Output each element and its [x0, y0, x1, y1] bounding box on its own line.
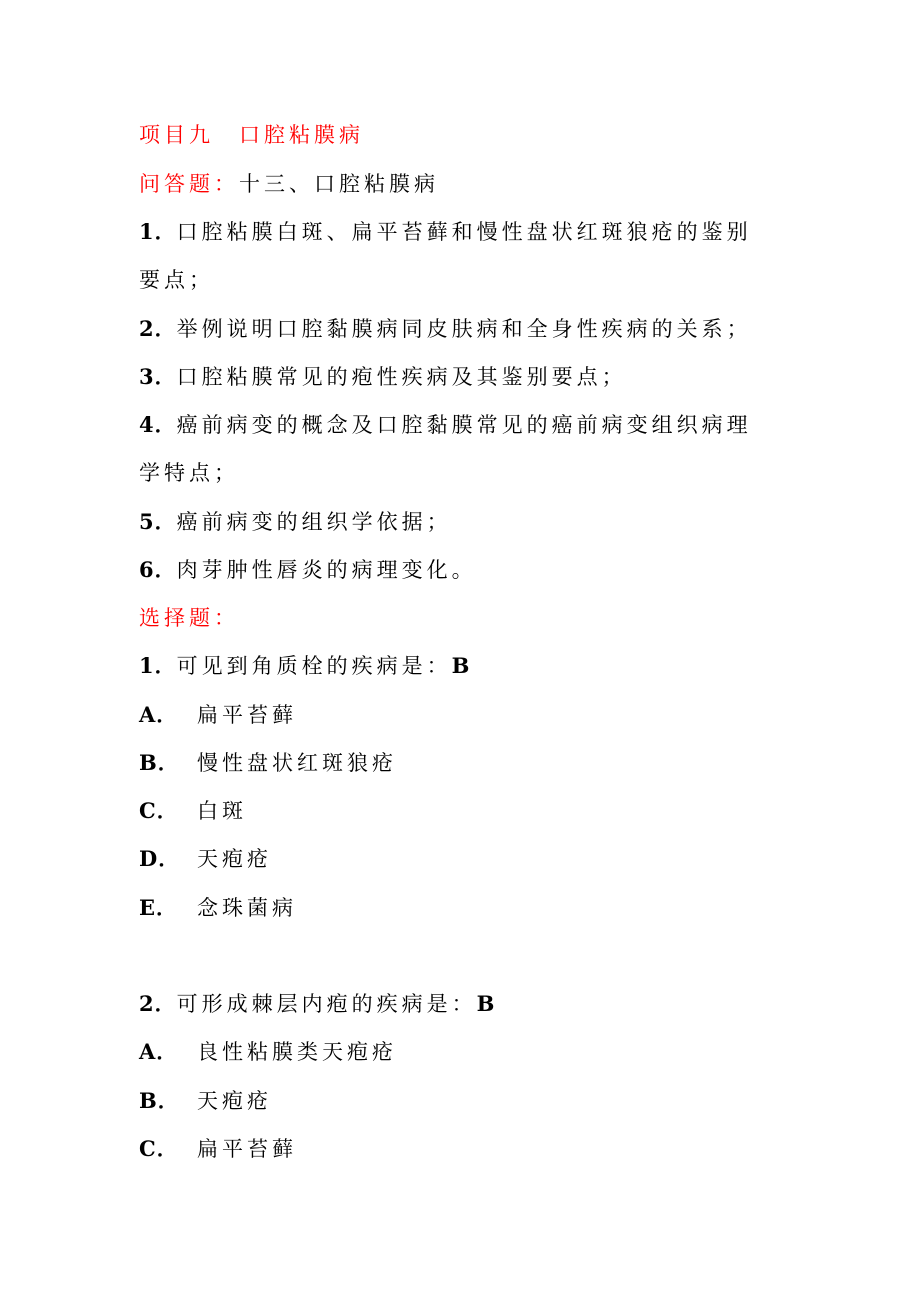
- question-text: 癌前病变的组织学依据；: [176, 510, 452, 534]
- option-text: 天疱疮: [197, 847, 272, 871]
- question-number: 2．: [139, 991, 177, 1016]
- qa-question-4-continuation: 学特点；: [139, 461, 239, 485]
- qa-question-6: [139, 555, 477, 585]
- question-text: 举例说明口腔黏膜病同皮肤病和全身性疾病的关系；: [176, 317, 752, 341]
- question-text: 口腔粘膜常见的疱性疾病及其鉴别要点；: [176, 365, 627, 389]
- option-letter: B．: [139, 750, 180, 775]
- qa-question-2: [139, 314, 752, 344]
- qa-heading: [139, 169, 439, 199]
- option-text: 念珠菌病: [197, 896, 297, 920]
- mc-question-2: [139, 989, 494, 1019]
- option-a: [139, 700, 297, 730]
- qa-heading-label: 问答题：: [139, 172, 239, 196]
- answer-key: B: [451, 653, 470, 678]
- option-text: 慢性盘状红斑狼疮: [197, 751, 397, 775]
- qa-question-3: [139, 362, 627, 392]
- option-letter: C．: [139, 1136, 179, 1161]
- option-letter: B．: [139, 1088, 180, 1113]
- question-text: 肉芽肿性唇炎的病理变化。: [176, 558, 477, 582]
- qa-question-1: [139, 217, 752, 247]
- mc-heading: 选择题：: [139, 606, 239, 630]
- question-number: 2．: [139, 316, 177, 341]
- option-c: [139, 1134, 297, 1164]
- qa-question-1-continuation: 要点；: [139, 268, 214, 292]
- option-letter: A．: [139, 702, 179, 727]
- option-c: [139, 796, 247, 826]
- option-text: 扁平苔藓: [197, 1137, 297, 1161]
- answer-key: B: [476, 991, 495, 1016]
- qa-question-4: [139, 410, 752, 440]
- question-number: 1．: [139, 653, 177, 678]
- question-number: 4．: [139, 412, 177, 437]
- option-letter: D．: [139, 846, 181, 871]
- option-b: [139, 748, 397, 778]
- option-letter: E．: [139, 895, 179, 920]
- qa-heading-text: 十三、口腔粘膜病: [239, 172, 439, 196]
- question-text: 口腔粘膜白斑、扁平苔藓和慢性盘状红斑狼疮的鉴别: [176, 220, 752, 244]
- question-text: 癌前病变的概念及口腔黏膜常见的癌前病变组织病理: [176, 413, 752, 437]
- option-text: 白斑: [197, 799, 247, 823]
- option-a: [139, 1037, 397, 1067]
- option-letter: A．: [139, 1039, 179, 1064]
- option-e: [139, 893, 297, 923]
- option-b: [139, 1086, 272, 1116]
- question-text: 可形成棘层内疱的疾病是：: [176, 992, 477, 1016]
- question-text: 可见到角质栓的疾病是：: [176, 654, 452, 678]
- qa-question-5: [139, 507, 452, 537]
- option-text: 良性粘膜类天疱疮: [197, 1040, 397, 1064]
- question-number: 3．: [139, 364, 177, 389]
- project-title: 项目九 口腔粘膜病: [139, 123, 364, 147]
- question-number: 5．: [139, 509, 177, 534]
- option-text: 扁平苔藓: [197, 703, 297, 727]
- option-text: 天疱疮: [197, 1089, 272, 1113]
- option-letter: C．: [139, 798, 179, 823]
- option-d: [139, 844, 272, 874]
- question-number: 1．: [139, 219, 177, 244]
- mc-question-1: [139, 651, 469, 681]
- question-number: 6．: [139, 557, 177, 582]
